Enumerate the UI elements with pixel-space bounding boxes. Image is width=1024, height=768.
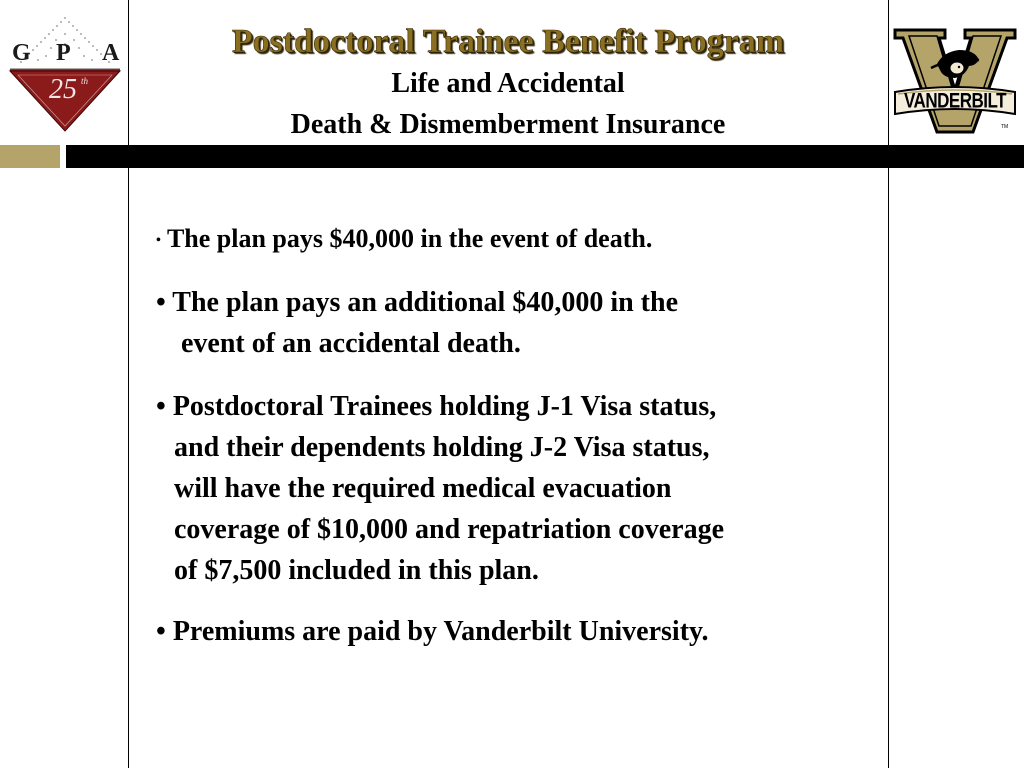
- slide-title: Postdoctoral Trainee Benefit Program: [231, 23, 785, 60]
- bullet-text: Premiums are paid by Vanderbilt University.: [172, 616, 709, 648]
- vanderbilt-wordmark: VANDERBILT: [903, 88, 1007, 113]
- bullet-dot: •: [156, 233, 161, 249]
- bullet-text: The plan pays $40,000 in the event of death.: [166, 224, 653, 253]
- bullet-text: coverage of $10,000 and repatriation coverage: [174, 514, 725, 546]
- bullet-text: of $7,500 included in this plan.: [174, 555, 539, 587]
- bullet-item: [156, 282, 876, 364]
- bullet-text: The plan pays an additional $40,000 in the: [172, 287, 678, 319]
- bullet-item: [156, 386, 876, 591]
- slide-header: [128, 22, 888, 145]
- bullet-list: [156, 218, 876, 652]
- gold-accent-bar: [0, 145, 60, 168]
- vanderbilt-v-commodore-icon: [893, 28, 1017, 136]
- bullet-line: • The plan pays an additional $40,000 in the: [156, 287, 678, 319]
- slide-subtitle-line2: Death & Dismemberment Insurance: [290, 109, 726, 140]
- gpa-logo: [6, 14, 124, 136]
- bullet-line: • Postdoctoral Trainees holding J-1 Visa status,: [156, 391, 717, 423]
- bullet-text: and their dependents holding J-2 Visa status,: [174, 432, 710, 464]
- bullet-text: Postdoctoral Trainees holding J-1 Visa status,: [172, 391, 717, 423]
- gpa-anniversary-number: 25: [49, 74, 77, 105]
- black-header-bar: [66, 145, 1024, 168]
- gpa-letter-a: A: [102, 40, 120, 66]
- bullet-text: will have the required medical evacuation: [174, 473, 672, 505]
- bullet-item: [156, 611, 876, 652]
- right-divider-line: [888, 0, 889, 768]
- gpa-anniversary-suffix: th: [81, 76, 89, 86]
- vanderbilt-logo: [893, 28, 1017, 136]
- bullet-item: [156, 218, 876, 262]
- slide-subtitle-line1: Life and Accidental: [391, 68, 625, 99]
- bullet-text: event of an accidental death.: [181, 328, 521, 360]
- bullet-line: • Premiums are paid by Vanderbilt University.: [156, 616, 709, 648]
- gpa-letter-g: G: [12, 40, 31, 66]
- vanderbilt-trademark: TM: [1001, 124, 1009, 130]
- gpa-letter-p: P: [56, 40, 71, 66]
